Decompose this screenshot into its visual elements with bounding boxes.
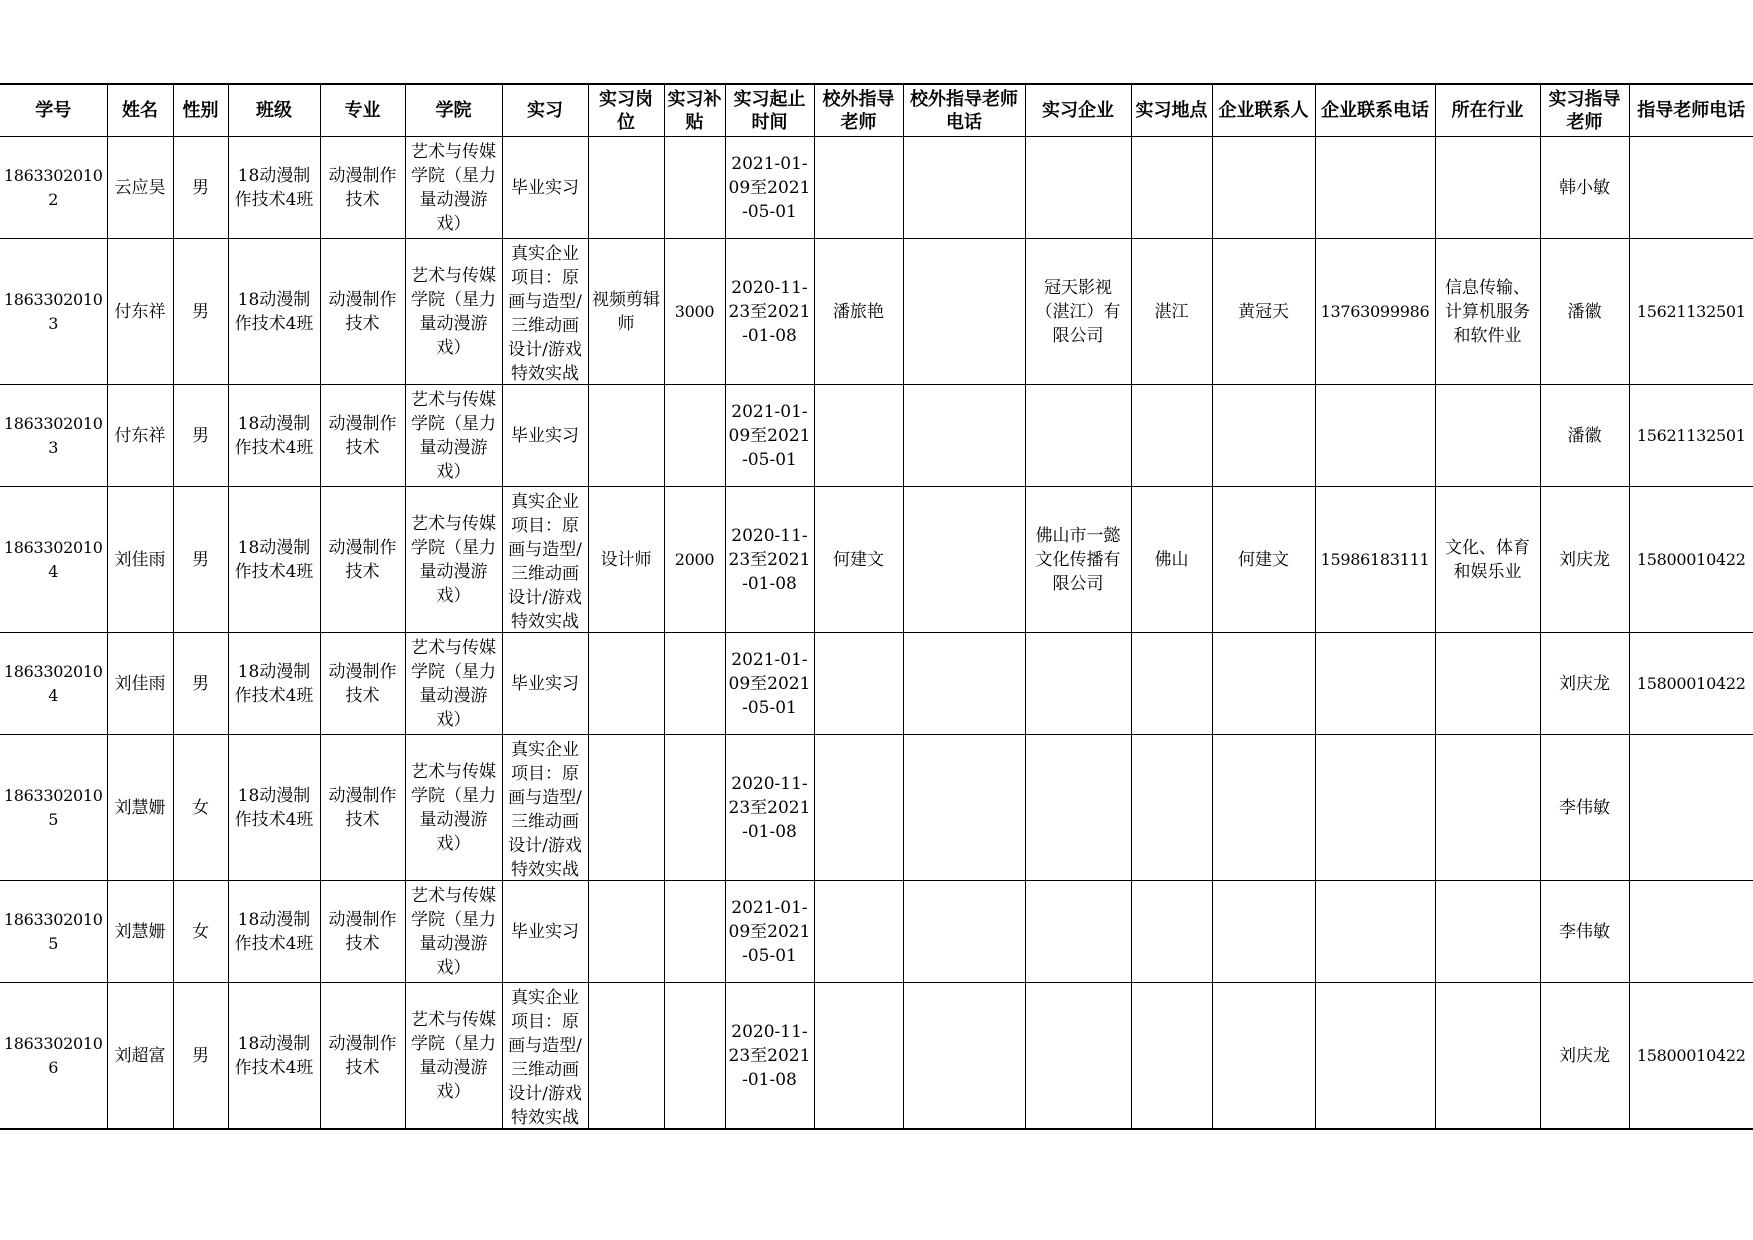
cell-text: 18633020104 [3, 537, 103, 581]
cell-text: 刘庆龙 [1559, 549, 1610, 570]
college-cell [405, 385, 502, 487]
location-cell [1131, 239, 1212, 385]
company-cell [1025, 137, 1131, 239]
name-cell [107, 487, 173, 633]
period-cell [725, 487, 814, 633]
contact-phone-cell [1315, 881, 1435, 983]
cell-text: 潘徽 [1567, 425, 1602, 446]
name-cell [107, 633, 173, 735]
class-cell [228, 385, 320, 487]
contact-cell [1212, 487, 1315, 633]
cell-text: 18633020103 [3, 413, 103, 457]
cell-text: 艺术与传媒学院（星力量动漫游戏） [411, 761, 496, 854]
teacher-cell [1540, 735, 1629, 881]
table-row [0, 735, 1753, 881]
industry-cell [1435, 137, 1540, 239]
period-cell [725, 385, 814, 487]
subsidy-cell [664, 239, 725, 385]
cell-text: 男 [192, 673, 209, 694]
contact-phone-cell [1315, 983, 1435, 1130]
location-cell [1131, 983, 1212, 1130]
internship-table [0, 83, 1753, 1130]
contact-cell [1212, 239, 1315, 385]
class-cell [228, 735, 320, 881]
position-cell [588, 633, 664, 735]
teacher-phone-cell [1629, 881, 1753, 983]
cell-text: 刘庆龙 [1559, 673, 1610, 694]
cell-text: 艺术与传媒学院（星力量动漫游戏） [411, 141, 496, 234]
cell-text: 动漫制作技术 [328, 785, 397, 830]
college-cell [405, 487, 502, 633]
college-cell [405, 983, 502, 1130]
company-cell [1025, 881, 1131, 983]
student-id-cell [0, 385, 107, 487]
cell-text: 冠天影视（湛江）有限公司 [1035, 277, 1121, 346]
cell-text: 18动漫制作技术4班 [234, 785, 314, 830]
position-cell [588, 239, 664, 385]
gender-cell [173, 137, 228, 239]
position-cell [588, 137, 664, 239]
class-cell [228, 487, 320, 633]
table-row [0, 239, 1753, 385]
external-teacher-phone-cell [903, 735, 1025, 881]
cell-text: 18633020103 [3, 289, 103, 333]
cell-text: 真实企业项目：原画与造型/三维动画设计/游戏特效实战 [508, 739, 582, 878]
cell-text: 刘佳雨 [114, 673, 166, 694]
contact-cell [1212, 633, 1315, 735]
period-cell [725, 633, 814, 735]
student-id-cell [0, 487, 107, 633]
name-cell [107, 735, 173, 881]
cell-text: 文化、体育和娱乐业 [1445, 537, 1530, 582]
class-cell [228, 239, 320, 385]
cell-text: 艺术与传媒学院（星力量动漫游戏） [411, 513, 496, 606]
cell-text: 男 [192, 1045, 209, 1066]
cell-text: 设计师 [600, 549, 652, 570]
internship-cell [502, 239, 588, 385]
column-header: 实习 [502, 84, 588, 137]
cell-text: 2020-11-23至2021-01-08 [728, 525, 811, 594]
name-cell [107, 983, 173, 1130]
cell-text: 刘庆龙 [1559, 1045, 1610, 1066]
cell-text: 艺术与传媒学院（星力量动漫游戏） [411, 389, 496, 482]
college-cell [405, 239, 502, 385]
cell-text: 何建文 [833, 549, 884, 570]
cell-text: 刘佳雨 [114, 549, 166, 570]
column-header: 实习补贴 [664, 84, 725, 137]
cell-text: 佛山市一懿文化传播有限公司 [1035, 525, 1121, 594]
student-id-cell [0, 633, 107, 735]
name-cell [107, 881, 173, 983]
teacher-phone-cell [1629, 239, 1753, 385]
contact-phone-cell [1315, 239, 1435, 385]
teacher-cell [1540, 137, 1629, 239]
cell-text: 18动漫制作技术4班 [234, 165, 314, 210]
cell-text: 2021-01-09至2021-05-01 [728, 153, 811, 222]
cell-text: 2020-11-23至2021-01-08 [728, 277, 811, 346]
external-teacher-cell [814, 137, 903, 239]
cell-text: 付东祥 [114, 301, 166, 322]
cell-text: 李伟敏 [1559, 797, 1610, 818]
column-header: 校外指导老师电话 [903, 84, 1025, 137]
cell-text: 2021-01-09至2021-05-01 [728, 649, 811, 718]
contact-phone-cell [1315, 735, 1435, 881]
cell-text: 动漫制作技术 [328, 289, 397, 334]
column-header: 实习岗位 [588, 84, 664, 137]
table-row [0, 633, 1753, 735]
location-cell [1131, 735, 1212, 881]
external-teacher-cell [814, 881, 903, 983]
cell-text: 2020-11-23至2021-01-08 [728, 1021, 811, 1090]
industry-cell [1435, 735, 1540, 881]
subsidy-cell [664, 633, 725, 735]
position-cell [588, 735, 664, 881]
external-teacher-phone-cell [903, 633, 1025, 735]
cell-text: 李伟敏 [1559, 921, 1610, 942]
location-cell [1131, 881, 1212, 983]
cell-text: 艺术与传媒学院（星力量动漫游戏） [411, 885, 496, 978]
cell-text: 毕业实习 [511, 921, 579, 942]
cell-text: 动漫制作技术 [328, 909, 397, 954]
external-teacher-cell [814, 983, 903, 1130]
cell-text: 何建文 [1238, 549, 1289, 570]
subsidy-cell [664, 137, 725, 239]
cell-text: 3000 [674, 301, 715, 321]
cell-text: 真实企业项目：原画与造型/三维动画设计/游戏特效实战 [508, 243, 582, 382]
major-cell [320, 881, 405, 983]
major-cell [320, 633, 405, 735]
cell-text: 男 [192, 301, 209, 322]
college-cell [405, 735, 502, 881]
external-teacher-cell [814, 239, 903, 385]
cell-text: 18动漫制作技术4班 [234, 289, 314, 334]
industry-cell [1435, 983, 1540, 1130]
cell-text: 韩小敏 [1559, 177, 1610, 198]
cell-text: 付东祥 [114, 425, 166, 446]
teacher-phone-cell [1629, 633, 1753, 735]
cell-text: 2021-01-09至2021-05-01 [728, 897, 811, 966]
cell-text: 18633020104 [3, 661, 103, 705]
student-id-cell [0, 137, 107, 239]
cell-text: 艺术与传媒学院（星力量动漫游戏） [411, 265, 496, 358]
external-teacher-phone-cell [903, 137, 1025, 239]
cell-text: 动漫制作技术 [328, 537, 397, 582]
external-teacher-phone-cell [903, 239, 1025, 385]
gender-cell [173, 983, 228, 1130]
position-cell [588, 983, 664, 1130]
contact-cell [1212, 735, 1315, 881]
period-cell [725, 881, 814, 983]
period-cell [725, 983, 814, 1130]
location-cell [1131, 137, 1212, 239]
location-cell [1131, 487, 1212, 633]
cell-text: 艺术与传媒学院（星力量动漫游戏） [411, 637, 496, 730]
cell-text: 18动漫制作技术4班 [234, 1033, 314, 1078]
cell-text: 毕业实习 [511, 673, 579, 694]
cell-text: 刘超富 [114, 1045, 166, 1066]
cell-text: 2020-11-23至2021-01-08 [728, 773, 811, 842]
cell-text: 15986183111 [1320, 549, 1430, 569]
cell-text: 15800010422 [1636, 1045, 1746, 1065]
gender-cell [173, 633, 228, 735]
teacher-cell [1540, 385, 1629, 487]
spreadsheet-page [0, 83, 1753, 1130]
column-header: 实习指导老师 [1540, 84, 1629, 137]
contact-cell [1212, 983, 1315, 1130]
location-cell [1131, 633, 1212, 735]
period-cell [725, 137, 814, 239]
cell-text: 刘慧姗 [114, 797, 166, 818]
internship-cell [502, 137, 588, 239]
cell-text: 动漫制作技术 [328, 165, 397, 210]
cell-text: 毕业实习 [511, 177, 579, 198]
cell-text: 湛江 [1154, 301, 1189, 322]
external-teacher-cell [814, 735, 903, 881]
subsidy-cell [664, 385, 725, 487]
cell-text: 云应昊 [114, 177, 166, 198]
external-teacher-phone-cell [903, 881, 1025, 983]
cell-text: 真实企业项目：原画与造型/三维动画设计/游戏特效实战 [508, 987, 582, 1126]
external-teacher-cell [814, 385, 903, 487]
industry-cell [1435, 633, 1540, 735]
contact-cell [1212, 137, 1315, 239]
industry-cell [1435, 881, 1540, 983]
contact-phone-cell [1315, 633, 1435, 735]
cell-text: 18633020105 [3, 785, 103, 829]
table-row [0, 983, 1753, 1130]
cell-text: 2000 [674, 549, 715, 569]
internship-cell [502, 385, 588, 487]
class-cell [228, 633, 320, 735]
column-header: 企业联系电话 [1315, 84, 1435, 137]
internship-cell [502, 983, 588, 1130]
column-header: 校外指导老师 [814, 84, 903, 137]
external-teacher-phone-cell [903, 487, 1025, 633]
class-cell [228, 881, 320, 983]
cell-text: 15621132501 [1636, 425, 1746, 445]
teacher-cell [1540, 881, 1629, 983]
cell-text: 视频剪辑师 [592, 289, 660, 334]
contact-cell [1212, 881, 1315, 983]
cell-text: 刘慧姗 [114, 921, 166, 942]
period-cell [725, 735, 814, 881]
company-cell [1025, 487, 1131, 633]
industry-cell [1435, 385, 1540, 487]
cell-text: 毕业实习 [511, 425, 579, 446]
college-cell [405, 137, 502, 239]
teacher-phone-cell [1629, 137, 1753, 239]
location-cell [1131, 385, 1212, 487]
teacher-phone-cell [1629, 487, 1753, 633]
industry-cell [1435, 487, 1540, 633]
external-teacher-cell [814, 487, 903, 633]
cell-text: 18633020105 [3, 909, 103, 953]
name-cell [107, 137, 173, 239]
external-teacher-phone-cell [903, 983, 1025, 1130]
external-teacher-cell [814, 633, 903, 735]
column-header: 姓名 [107, 84, 173, 137]
cell-text: 佛山 [1154, 549, 1189, 570]
cell-text: 18动漫制作技术4班 [234, 537, 314, 582]
internship-cell [502, 881, 588, 983]
major-cell [320, 137, 405, 239]
contact-phone-cell [1315, 487, 1435, 633]
company-cell [1025, 633, 1131, 735]
cell-text: 动漫制作技术 [328, 661, 397, 706]
industry-cell [1435, 239, 1540, 385]
company-cell [1025, 385, 1131, 487]
cell-text: 男 [192, 177, 209, 198]
column-header: 指导老师电话 [1629, 84, 1753, 137]
class-cell [228, 983, 320, 1130]
name-cell [107, 239, 173, 385]
internship-cell [502, 735, 588, 881]
table-row [0, 385, 1753, 487]
external-teacher-phone-cell [903, 385, 1025, 487]
student-id-cell [0, 881, 107, 983]
cell-text: 动漫制作技术 [328, 413, 397, 458]
gender-cell [173, 487, 228, 633]
major-cell [320, 385, 405, 487]
cell-text: 18动漫制作技术4班 [234, 413, 314, 458]
major-cell [320, 735, 405, 881]
student-id-cell [0, 983, 107, 1130]
cell-text: 男 [192, 549, 209, 570]
position-cell [588, 487, 664, 633]
position-cell [588, 881, 664, 983]
column-header: 实习起止时间 [725, 84, 814, 137]
contact-phone-cell [1315, 137, 1435, 239]
cell-text: 艺术与传媒学院（星力量动漫游戏） [411, 1009, 496, 1102]
internship-cell [502, 633, 588, 735]
period-cell [725, 239, 814, 385]
cell-text: 潘旅艳 [833, 301, 884, 322]
cell-text: 18633020106 [3, 1033, 103, 1077]
teacher-cell [1540, 239, 1629, 385]
gender-cell [173, 735, 228, 881]
column-header: 班级 [228, 84, 320, 137]
cell-text: 15800010422 [1636, 549, 1746, 569]
name-cell [107, 385, 173, 487]
cell-text: 真实企业项目：原画与造型/三维动画设计/游戏特效实战 [508, 491, 582, 630]
gender-cell [173, 881, 228, 983]
contact-cell [1212, 385, 1315, 487]
teacher-phone-cell [1629, 983, 1753, 1130]
gender-cell [173, 239, 228, 385]
table-row [0, 137, 1753, 239]
subsidy-cell [664, 487, 725, 633]
column-header: 专业 [320, 84, 405, 137]
company-cell [1025, 735, 1131, 881]
cell-text: 女 [192, 797, 209, 818]
class-cell [228, 137, 320, 239]
internship-cell [502, 487, 588, 633]
column-header: 实习企业 [1025, 84, 1131, 137]
cell-text: 18633020102 [3, 165, 103, 209]
cell-text: 18动漫制作技术4班 [234, 661, 314, 706]
subsidy-cell [664, 735, 725, 881]
subsidy-cell [664, 881, 725, 983]
table-row [0, 881, 1753, 983]
cell-text: 黄冠天 [1238, 301, 1289, 322]
cell-text: 动漫制作技术 [328, 1033, 397, 1078]
cell-text: 信息传输、计算机服务和软件业 [1445, 277, 1530, 346]
teacher-cell [1540, 983, 1629, 1130]
cell-text: 女 [192, 921, 209, 942]
column-header: 实习地点 [1131, 84, 1212, 137]
cell-text: 男 [192, 425, 209, 446]
major-cell [320, 239, 405, 385]
column-header: 性别 [173, 84, 228, 137]
cell-text: 13763099986 [1320, 301, 1430, 321]
teacher-cell [1540, 633, 1629, 735]
teacher-phone-cell [1629, 385, 1753, 487]
subsidy-cell [664, 983, 725, 1130]
company-cell [1025, 239, 1131, 385]
table-row [0, 487, 1753, 633]
gender-cell [173, 385, 228, 487]
column-header: 学院 [405, 84, 502, 137]
cell-text: 潘徽 [1567, 301, 1602, 322]
column-header: 企业联系人 [1212, 84, 1315, 137]
college-cell [405, 633, 502, 735]
column-header: 所在行业 [1435, 84, 1540, 137]
column-header: 学号 [0, 84, 107, 137]
student-id-cell [0, 239, 107, 385]
teacher-cell [1540, 487, 1629, 633]
college-cell [405, 881, 502, 983]
position-cell [588, 385, 664, 487]
table-body [0, 137, 1753, 1130]
cell-text: 15800010422 [1636, 673, 1746, 693]
teacher-phone-cell [1629, 735, 1753, 881]
cell-text: 15621132501 [1636, 301, 1746, 321]
header-row [0, 84, 1753, 137]
cell-text: 2021-01-09至2021-05-01 [728, 401, 811, 470]
contact-phone-cell [1315, 385, 1435, 487]
major-cell [320, 983, 405, 1130]
student-id-cell [0, 735, 107, 881]
major-cell [320, 487, 405, 633]
company-cell [1025, 983, 1131, 1130]
cell-text: 18动漫制作技术4班 [234, 909, 314, 954]
